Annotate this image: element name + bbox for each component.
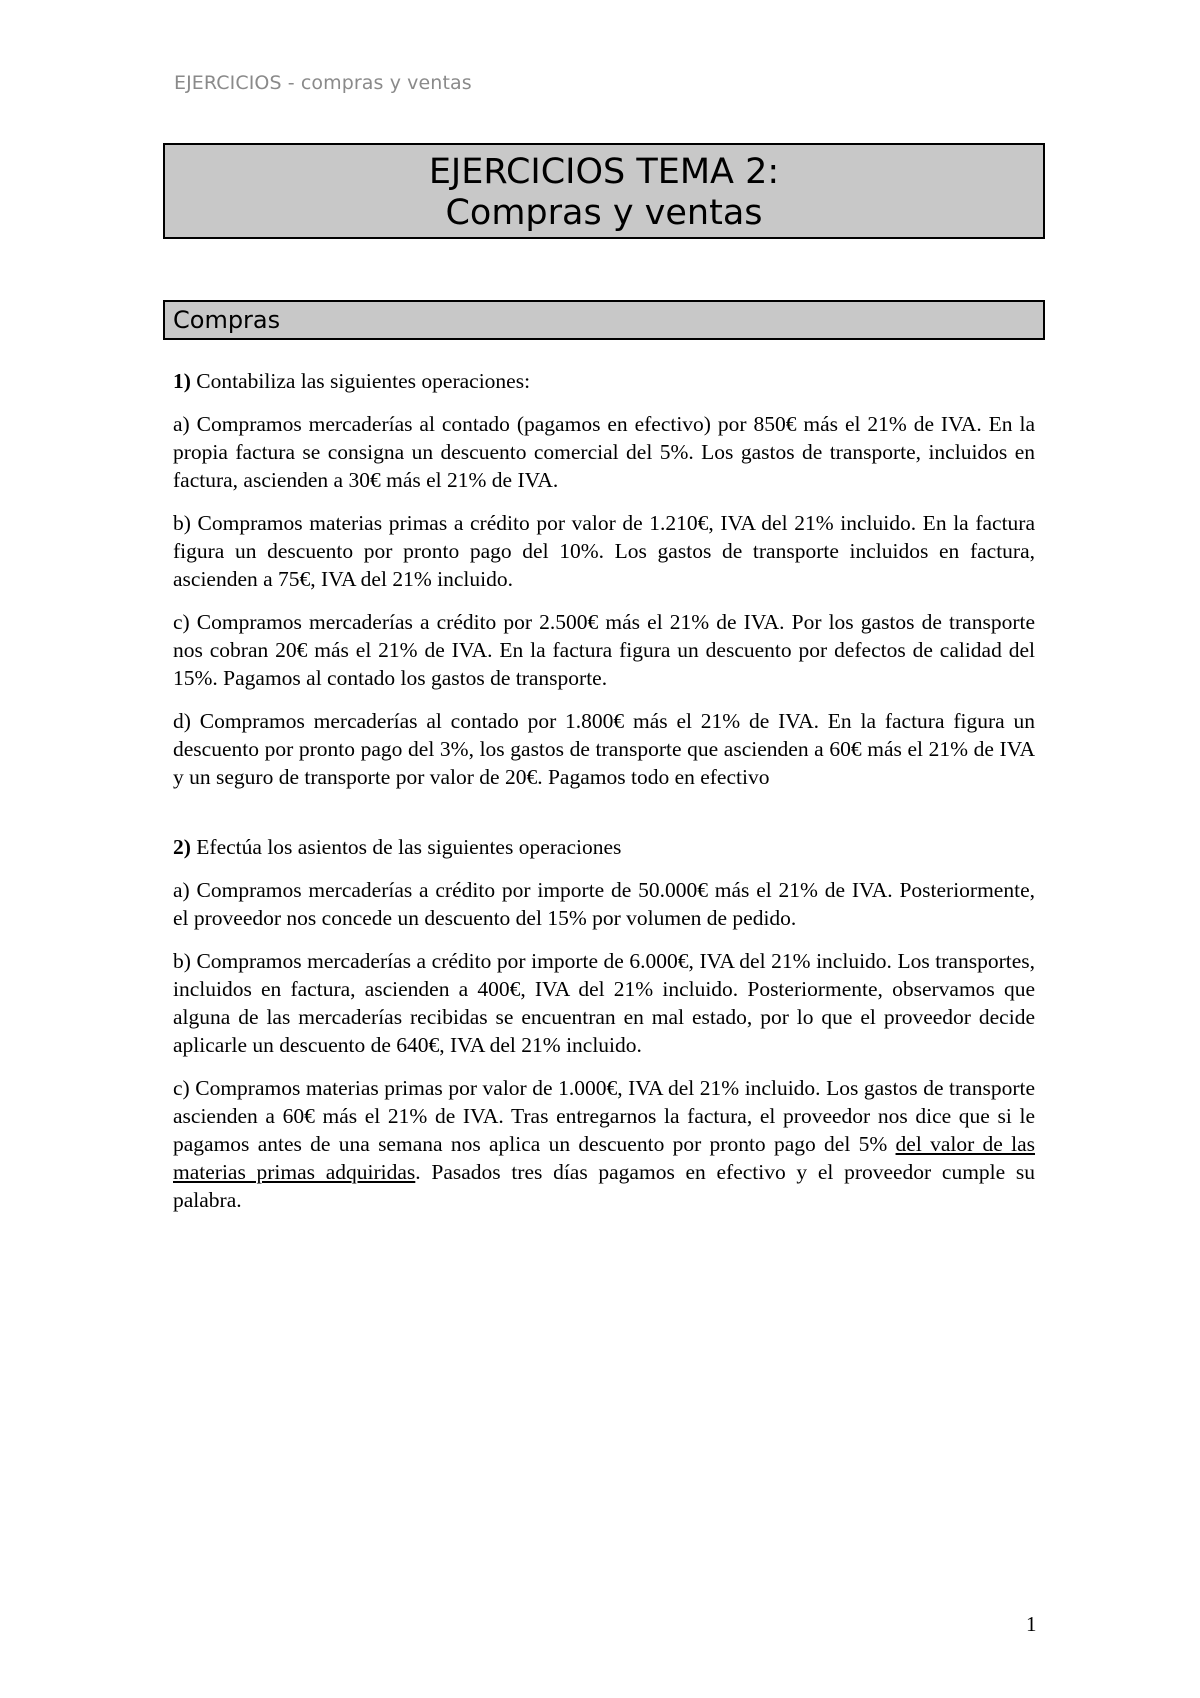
exercise-1-number: 1) [173,369,191,393]
exercise-2-item-a: a) Compramos mercaderías a crédito por importe de 50.000€ más el 21% de IVA. Posteriormente, el proveedor nos concede un descuento del 15% por volumen de pedido. [173,878,1035,930]
page-number: 1 [1026,1612,1037,1636]
exercise-2-intro: Efectúa los asientos de las siguientes operaciones [190,835,622,859]
document-title-line1: EJERCICIOS TEMA 2: [428,152,780,192]
exercise-2-item-c-text: c) Compramos materias primas por valor de 1.000€, IVA del 21% incluido. Los gastos de transporte ascienden a 60€ más el 21% de IVA. Tras entregarnos la factura, el proveedor nos dice que si le pagamos antes de una semana nos aplica un descuento por pronto pago del 5% [173,1076,1035,1156]
section-heading-compras: Compras [163,300,1045,340]
exercise-1-heading [173,367,1035,395]
document-body [173,367,1035,1229]
exercise-1-intro: Contabiliza las siguientes operaciones: [190,369,531,393]
document-title-line2: Compras y ventas [445,193,763,233]
exercise-2-heading [173,833,1035,861]
exercise-2-item-c [173,1074,1035,1214]
running-header: EJERCICIOS - compras y ventas [174,72,472,94]
exercise-2-item-b: b) Compramos mercaderías a crédito por importe de 6.000€, IVA del 21% incluido. Los transportes, incluidos en factura, ascienden a 400€, IVA del 21% incluido. Posteriormente, observamos que alguna de las mercaderías recibidas se encuentran en mal estado, por lo que el proveedor decide aplicarle un descuento de 640€, IVA del 21% incluido. [173,949,1035,1057]
exercise-1-item-b: b) Compramos materias primas a crédito por valor de 1.210€, IVA del 21% incluido. En la factura figura un descuento por pronto pago del 10%. Los gastos de transporte incluidos en factura, ascienden a 75€, IVA del 21% incluido. [173,511,1035,591]
exercise-1-item-d: d) Compramos mercaderías al contado por 1.800€ más el 21% de IVA. En la factura figura un descuento por pronto pago del 3%, los gastos de transporte que ascienden a 60€ más el 21% de IVA y un seguro de transporte por valor de 20€. Pagamos todo en efectivo [173,709,1035,789]
exercise-2-item-c-underlined: del valor de las materias primas adquiridas [173,1132,1035,1184]
exercise-1-item-a: a) Compramos mercaderías al contado (pagamos en efectivo) por 850€ más el 21% de IVA. En la propia factura se consigna un descuento comercial del 5%. Los gastos de transporte, incluidos en factura, ascienden a 30€ más el 21% de IVA. [173,412,1035,492]
document-title-box [163,143,1045,239]
exercise-1-item-c: c) Compramos mercaderías a crédito por 2.500€ más el 21% de IVA. Por los gastos de transporte nos cobran 20€ más el 21% de IVA. En la factura figura un descuento por defectos de calidad del 15%. Pagamos al contado los gastos de transporte. [173,610,1035,690]
exercise-2-number: 2) [173,835,191,859]
exercise-2-item-c-ending: . Pasados tres días pagamos en efectivo y el proveedor cumple su palabra. [173,1160,1035,1212]
